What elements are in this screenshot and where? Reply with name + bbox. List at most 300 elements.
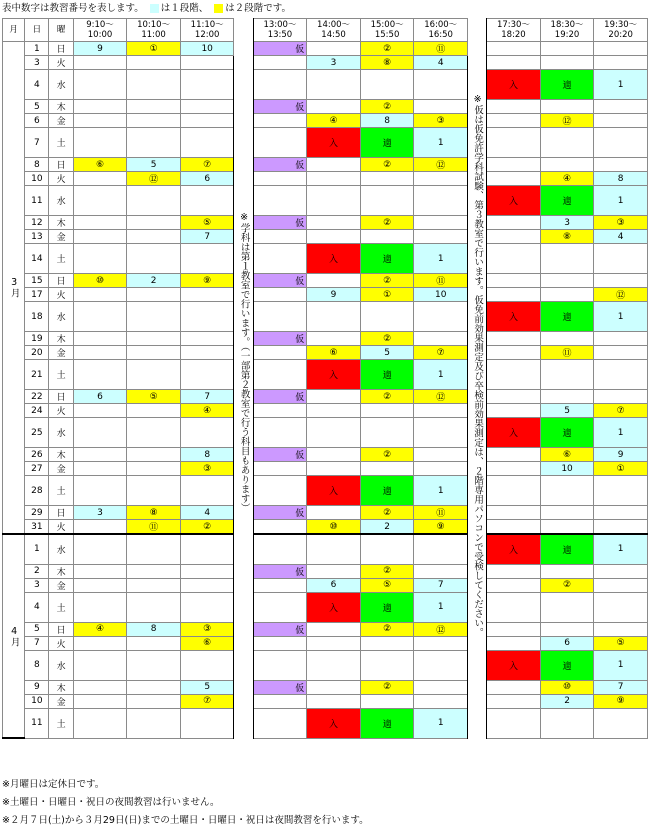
slot-cell	[540, 100, 594, 114]
slot-cell	[414, 230, 468, 244]
day-cell: 3	[25, 56, 49, 70]
slot-cell	[307, 418, 361, 448]
day-cell: 12	[25, 216, 49, 230]
slot-cell: 1	[414, 244, 468, 274]
schedule-row	[3, 636, 648, 650]
slot-cell	[360, 462, 414, 476]
slot-cell	[307, 404, 361, 418]
slot-cell	[253, 172, 307, 186]
slot-cell	[414, 680, 468, 694]
slot-cell: ②	[180, 520, 234, 535]
slot-cell	[414, 70, 468, 100]
slot-cell	[127, 288, 181, 302]
month-cell	[3, 534, 25, 738]
slot-cell	[73, 186, 127, 216]
slot-cell: 仮	[253, 564, 307, 578]
slot-cell	[540, 592, 594, 622]
slot-cell: 8	[360, 114, 414, 128]
month-label: 4月	[8, 625, 20, 647]
note-right: ※仮は仮免許学科試験、第３教室で行います。仮免前効果測定及び卒検前効果測定は、２階専用パソコンで受検してください。	[472, 93, 484, 637]
day-cell: 1	[25, 42, 49, 56]
slot-cell: 3	[73, 506, 127, 520]
slot-cell	[307, 636, 361, 650]
schedule-row	[3, 650, 648, 680]
slot-cell	[414, 650, 468, 680]
slot-cell: 適	[360, 360, 414, 390]
schedule-row	[3, 100, 648, 114]
dow-cell: 金	[49, 230, 73, 244]
slot-cell: 入	[487, 534, 541, 564]
slot-cell	[127, 360, 181, 390]
slot-cell	[73, 244, 127, 274]
schedule-row	[3, 564, 648, 578]
header-day: 日	[25, 19, 49, 42]
slot-cell	[594, 346, 648, 360]
slot-cell	[487, 578, 541, 592]
slot-cell: ⑤	[594, 636, 648, 650]
slot-cell	[253, 578, 307, 592]
slot-cell	[414, 448, 468, 462]
day-cell: 26	[25, 448, 49, 462]
schedule-row	[3, 520, 648, 535]
slot-cell	[253, 128, 307, 158]
slot-cell	[414, 418, 468, 448]
day-cell: 29	[25, 506, 49, 520]
slot-cell	[487, 520, 541, 535]
day-cell: 27	[25, 462, 49, 476]
legend-level2: は２段階です。	[225, 3, 292, 14]
slot-cell: 仮	[253, 506, 307, 520]
slot-cell	[127, 578, 181, 592]
dow-cell: 火	[49, 288, 73, 302]
slot-cell	[487, 42, 541, 56]
slot-cell	[73, 694, 127, 708]
slot-cell	[73, 418, 127, 448]
slot-cell: 適	[540, 650, 594, 680]
slot-cell	[73, 70, 127, 100]
slot-cell: 5	[540, 404, 594, 418]
slot-cell	[487, 56, 541, 70]
slot-cell	[594, 274, 648, 288]
slot-cell	[73, 56, 127, 70]
slot-cell	[180, 332, 234, 346]
slot-cell	[180, 650, 234, 680]
schedule-table	[2, 18, 648, 739]
slot-cell	[360, 534, 414, 564]
slot-cell	[127, 636, 181, 650]
schedule-row	[3, 42, 648, 56]
dow-cell: 日	[49, 158, 73, 172]
dow-cell: 金	[49, 694, 73, 708]
slot-cell: ④	[307, 114, 361, 128]
slot-cell	[540, 564, 594, 578]
slot-cell: 仮	[253, 100, 307, 114]
slot-cell	[307, 506, 361, 520]
month-cell	[3, 42, 25, 535]
slot-cell: 2	[360, 520, 414, 535]
slot-cell: 仮	[253, 390, 307, 404]
slot-cell: ⑩	[307, 520, 361, 535]
slot-cell	[253, 244, 307, 274]
slot-cell	[540, 520, 594, 535]
dow-cell: 日	[49, 506, 73, 520]
dow-cell: 火	[49, 56, 73, 70]
dow-cell: 金	[49, 578, 73, 592]
dow-cell: 木	[49, 448, 73, 462]
slot-cell: ⑧	[540, 230, 594, 244]
slot-cell	[180, 70, 234, 100]
slot-cell: 仮	[253, 274, 307, 288]
slot-cell: ②	[360, 274, 414, 288]
slot-cell	[307, 650, 361, 680]
slot-cell: 入	[307, 128, 361, 158]
slot-cell	[594, 592, 648, 622]
dow-cell: 日	[49, 390, 73, 404]
slot-cell	[487, 506, 541, 520]
slot-cell	[594, 128, 648, 158]
day-cell: 4	[25, 592, 49, 622]
header-row	[3, 19, 648, 42]
schedule-row	[3, 592, 648, 622]
schedule-row	[3, 680, 648, 694]
legend-level1: は１段階、	[160, 3, 209, 14]
slot-cell	[73, 100, 127, 114]
slot-cell: ②	[360, 506, 414, 520]
slot-cell	[73, 172, 127, 186]
slot-cell	[487, 462, 541, 476]
slot-cell	[414, 404, 468, 418]
slot-cell: 適	[360, 592, 414, 622]
slot-cell: 9	[594, 448, 648, 462]
slot-cell: ⑤	[360, 578, 414, 592]
slot-cell	[253, 114, 307, 128]
slot-cell: 適	[360, 128, 414, 158]
dow-cell: 水	[49, 186, 73, 216]
note-middle: ※学科は第１教室で行います。（一部第２教室で行う科目もあります）	[238, 211, 250, 513]
slot-cell	[253, 230, 307, 244]
slot-cell: 入	[487, 650, 541, 680]
header-slot: 11:10～ 12:00	[180, 19, 234, 42]
slot-cell	[73, 346, 127, 360]
day-cell: 15	[25, 274, 49, 288]
slot-cell	[180, 288, 234, 302]
slot-cell: 適	[540, 186, 594, 216]
slot-cell	[307, 186, 361, 216]
slot-cell	[127, 56, 181, 70]
slot-cell: 仮	[253, 158, 307, 172]
dow-cell: 水	[49, 650, 73, 680]
slot-cell: 6	[73, 390, 127, 404]
slot-cell: 3	[307, 56, 361, 70]
schedule-row	[3, 404, 648, 418]
slot-cell	[540, 42, 594, 56]
dow-cell: 土	[49, 592, 73, 622]
slot-cell	[360, 404, 414, 418]
dow-cell: 土	[49, 128, 73, 158]
slot-cell	[594, 114, 648, 128]
slot-cell: ①	[127, 42, 181, 56]
schedule-row	[3, 448, 648, 462]
slot-cell	[253, 520, 307, 535]
schedule-row	[3, 578, 648, 592]
slot-cell: ⑩	[540, 680, 594, 694]
slot-cell: ⑫	[540, 114, 594, 128]
dow-cell: 火	[49, 636, 73, 650]
slot-cell	[594, 100, 648, 114]
slot-cell: ⑨	[414, 520, 468, 535]
slot-cell	[127, 186, 181, 216]
slot-cell	[73, 520, 127, 535]
slot-cell	[487, 114, 541, 128]
slot-cell	[73, 302, 127, 332]
slot-cell	[594, 158, 648, 172]
dow-cell: 火	[49, 520, 73, 535]
slot-cell	[127, 680, 181, 694]
day-cell: 24	[25, 404, 49, 418]
slot-cell: ⑨	[594, 694, 648, 708]
slot-cell	[360, 302, 414, 332]
slot-cell	[73, 288, 127, 302]
slot-cell	[360, 418, 414, 448]
slot-cell	[253, 360, 307, 390]
slot-cell	[487, 100, 541, 114]
slot-cell	[73, 476, 127, 506]
slot-cell: 2	[127, 274, 181, 288]
slot-cell: ⑩	[73, 274, 127, 288]
slot-cell	[180, 186, 234, 216]
slot-cell	[414, 564, 468, 578]
slot-cell	[414, 636, 468, 650]
slot-cell	[594, 578, 648, 592]
schedule-row	[3, 360, 648, 390]
slot-cell	[127, 302, 181, 332]
day-cell: 9	[25, 680, 49, 694]
slot-cell: ②	[360, 100, 414, 114]
schedule-row	[3, 534, 648, 564]
slot-cell: ⑥	[307, 346, 361, 360]
slot-cell	[487, 564, 541, 578]
slot-cell	[253, 650, 307, 680]
slot-cell	[180, 346, 234, 360]
slot-cell: 8	[127, 622, 181, 636]
slot-cell	[253, 476, 307, 506]
day-cell: 10	[25, 172, 49, 186]
slot-cell	[253, 346, 307, 360]
schedule-row	[3, 302, 648, 332]
slot-cell: ⑫	[594, 288, 648, 302]
schedule-row	[3, 56, 648, 70]
slot-cell: 7	[180, 230, 234, 244]
slot-cell: 8	[594, 172, 648, 186]
day-cell: 14	[25, 244, 49, 274]
slot-cell: ⑦	[180, 158, 234, 172]
dow-cell: 火	[49, 404, 73, 418]
slot-cell: ⑫	[414, 390, 468, 404]
slot-cell	[180, 418, 234, 448]
note-right-cell	[467, 42, 486, 739]
day-cell: 20	[25, 346, 49, 360]
slot-cell	[127, 564, 181, 578]
slot-cell	[180, 476, 234, 506]
day-cell: 31	[25, 520, 49, 535]
slot-cell: 適	[540, 70, 594, 100]
slot-cell: ①	[594, 462, 648, 476]
slot-cell	[307, 564, 361, 578]
dow-cell: 木	[49, 332, 73, 346]
slot-cell: ③	[594, 216, 648, 230]
slot-cell: ③	[180, 462, 234, 476]
schedule-row	[3, 506, 648, 520]
slot-cell	[127, 694, 181, 708]
slot-cell	[307, 274, 361, 288]
slot-cell: 入	[307, 708, 361, 738]
slot-cell	[127, 476, 181, 506]
slot-cell	[540, 506, 594, 520]
slot-cell	[307, 302, 361, 332]
slot-cell: ⑪	[414, 42, 468, 56]
slot-cell	[307, 42, 361, 56]
slot-cell: 適	[360, 476, 414, 506]
slot-cell	[73, 332, 127, 346]
slot-cell: 仮	[253, 216, 307, 230]
slot-cell	[307, 462, 361, 476]
header-slot: 16:00～ 16:50	[414, 19, 468, 42]
day-cell: 25	[25, 418, 49, 448]
slot-cell	[307, 216, 361, 230]
slot-cell	[540, 390, 594, 404]
slot-cell	[540, 128, 594, 158]
slot-cell: ③	[414, 114, 468, 128]
slot-cell: ②	[360, 42, 414, 56]
slot-cell	[73, 448, 127, 462]
slot-cell: 入	[307, 244, 361, 274]
footnote: ※月曜日は定休日です。	[2, 779, 105, 790]
slot-cell	[487, 592, 541, 622]
slot-cell: 適	[540, 302, 594, 332]
slot-cell: 1	[414, 592, 468, 622]
slot-cell	[594, 506, 648, 520]
slot-cell	[307, 390, 361, 404]
dow-cell: 水	[49, 70, 73, 100]
slot-cell	[127, 346, 181, 360]
slot-cell	[253, 70, 307, 100]
slot-cell: 入	[307, 592, 361, 622]
slot-cell	[307, 534, 361, 564]
dow-cell: 木	[49, 680, 73, 694]
slot-cell	[414, 186, 468, 216]
slot-cell: 10	[540, 462, 594, 476]
slot-cell: ⑧	[127, 506, 181, 520]
day-cell: 5	[25, 622, 49, 636]
slot-cell	[414, 534, 468, 564]
slot-cell: ④	[180, 404, 234, 418]
slot-cell: 入	[487, 418, 541, 448]
slot-cell	[360, 694, 414, 708]
slot-cell	[487, 476, 541, 506]
slot-cell: 適	[540, 534, 594, 564]
slot-cell	[487, 390, 541, 404]
slot-cell: ⑤	[127, 390, 181, 404]
header-gap	[234, 19, 253, 42]
schedule-row	[3, 332, 648, 346]
slot-cell	[487, 622, 541, 636]
note-middle-cell	[234, 42, 253, 739]
header-slot: 13:00～ 13:50	[253, 19, 307, 42]
slot-cell: 仮	[253, 680, 307, 694]
schedule-row	[3, 230, 648, 244]
day-cell: 1	[25, 534, 49, 564]
slot-cell: 7	[180, 390, 234, 404]
slot-cell	[360, 230, 414, 244]
day-cell: 4	[25, 70, 49, 100]
slot-cell	[540, 708, 594, 738]
slot-cell	[73, 404, 127, 418]
day-cell: 17	[25, 288, 49, 302]
slot-cell	[487, 680, 541, 694]
slot-cell	[594, 622, 648, 636]
day-cell: 28	[25, 476, 49, 506]
slot-cell	[73, 636, 127, 650]
slot-cell	[253, 404, 307, 418]
slot-cell	[414, 694, 468, 708]
slot-cell	[540, 274, 594, 288]
slot-cell	[540, 56, 594, 70]
slot-cell	[307, 622, 361, 636]
slot-cell: 6	[180, 172, 234, 186]
header-month: 月	[3, 19, 25, 42]
slot-cell	[307, 680, 361, 694]
slot-cell	[307, 448, 361, 462]
slot-cell	[487, 708, 541, 738]
slot-cell	[73, 592, 127, 622]
dow-cell: 日	[49, 42, 73, 56]
slot-cell: 1	[414, 476, 468, 506]
slot-cell: 1	[594, 534, 648, 564]
slot-cell	[253, 56, 307, 70]
slot-cell	[307, 694, 361, 708]
slot-cell	[253, 186, 307, 216]
slot-cell	[253, 418, 307, 448]
slot-cell	[414, 100, 468, 114]
slot-cell: ⑪	[414, 506, 468, 520]
dow-cell: 金	[49, 462, 73, 476]
schedule-row	[3, 114, 648, 128]
dow-cell: 木	[49, 216, 73, 230]
dow-cell: 木	[49, 564, 73, 578]
slot-cell	[73, 680, 127, 694]
slot-cell	[127, 404, 181, 418]
slot-cell: ③	[180, 622, 234, 636]
slot-cell	[73, 534, 127, 564]
slot-cell: 適	[360, 708, 414, 738]
slot-cell	[180, 360, 234, 390]
slot-cell	[180, 302, 234, 332]
slot-cell: ④	[540, 172, 594, 186]
header-slot: 18:30～ 19:20	[540, 19, 594, 42]
slot-cell: ⑪	[540, 346, 594, 360]
slot-cell	[414, 302, 468, 332]
slot-cell	[73, 650, 127, 680]
slot-cell: ⑦	[180, 694, 234, 708]
slot-cell	[487, 244, 541, 274]
slot-cell: 仮	[253, 42, 307, 56]
slot-cell	[594, 564, 648, 578]
slot-cell: ⑫	[414, 622, 468, 636]
slot-cell	[180, 708, 234, 738]
slot-cell: 仮	[253, 622, 307, 636]
schedule-row	[3, 70, 648, 100]
slot-cell	[73, 230, 127, 244]
